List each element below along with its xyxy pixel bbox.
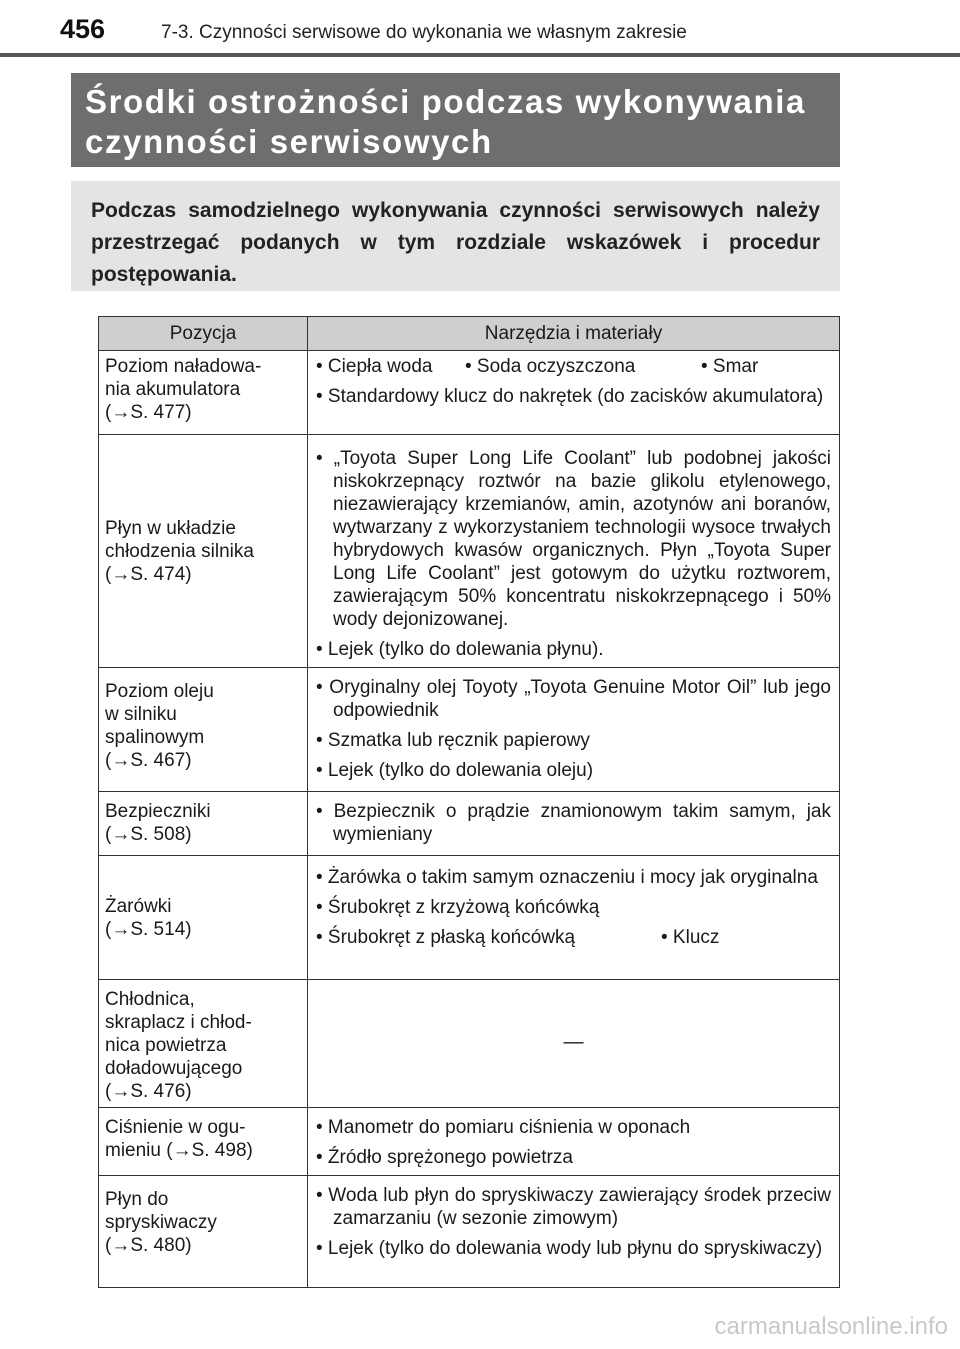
tool-item: • Żarówka o takim samym oznaczeniu i mocy jak oryginalna <box>316 867 818 888</box>
tool-item: • Lejek (tylko do dolewania wody lub płynu do spryskiwaczy) <box>316 1238 823 1259</box>
tools-cell <box>308 856 840 980</box>
table-row <box>99 792 840 856</box>
tools-table <box>98 316 840 1288</box>
tools-cell <box>308 435 840 668</box>
position-text: Płyn do spryskiwaczy (→S. 480) <box>105 1189 217 1256</box>
tools-cell <box>308 1108 840 1176</box>
watermark: carmanualsonline.info <box>714 1313 948 1340</box>
page-header <box>0 0 960 62</box>
tool-item: • Smar <box>701 356 759 377</box>
table-row <box>99 1108 840 1176</box>
title-line-2: czynności serwisowych <box>85 123 493 160</box>
tool-item: • Lejek (tylko do dolewania płynu). <box>316 639 604 660</box>
position-cell <box>99 1108 308 1176</box>
tool-item: • Szmatka lub ręcznik papierowy <box>316 730 590 751</box>
table-row <box>99 668 840 792</box>
table-row <box>99 351 840 435</box>
page-number: 456 <box>60 14 106 44</box>
table-row <box>99 980 840 1108</box>
position-cell <box>99 351 308 435</box>
tool-item: • Bezpiecznik o prądzie znamionowym takim samym, jak wymieniany <box>316 801 831 845</box>
tool-item: • Klucz <box>661 927 720 948</box>
tool-item: • Standardowy klucz do nakrętek (do zacisków akumulatora) <box>316 386 824 407</box>
position-cell <box>99 668 308 792</box>
tools-cell <box>308 1176 840 1288</box>
header-tools: Narzędzia i materiały <box>308 317 840 351</box>
position-cell <box>99 435 308 668</box>
position-cell <box>99 980 308 1108</box>
inline-tools <box>316 926 831 949</box>
intro-box <box>71 181 840 291</box>
position-text: Płyn w układzie chłodzenia silnika (→S. 474) <box>105 517 254 585</box>
empty-dash: — <box>563 1031 584 1053</box>
tools-cell <box>308 980 840 1108</box>
position-text: Chłodnica, skraplacz i chłod- nica powietrza doładowującego (→S. 476) <box>105 989 252 1102</box>
tools-cell <box>308 668 840 792</box>
tool-item: • Woda lub płyn do spryskiwaczy zawierający środek przeciw zamarzaniu (w sezonie zimowym) <box>316 1185 831 1229</box>
tool-item: • Śrubokręt z płaską końcówką <box>316 927 576 948</box>
intro-text: Podczas samodzielnego wykonywania czynności serwisowych należy przestrzegać podanych w tym rozdziale wskazówek i procedur postępowania. <box>91 199 820 286</box>
position-text: Ciśnienie w ogu- mieniu (→S. 498) <box>105 1117 253 1161</box>
tools-cell <box>308 351 840 435</box>
header-rule <box>0 53 960 57</box>
position-text: Poziom oleju w silniku spalinowym (→S. 467) <box>105 681 214 771</box>
position-text: Żarówki (→S. 514) <box>105 895 192 940</box>
title-box <box>71 73 840 167</box>
tool-item: • Soda oczyszczona <box>465 356 636 377</box>
position-cell <box>99 792 308 856</box>
header-position: Pozycja <box>99 317 308 351</box>
tool-item: • „Toyota Super Long Life Coolant” lub podobnej jakości niskokrzepnący roztwór na bazie glikolu etylenowego, niezawierający krzemianów, amin, azotynów ani boranów, wytwarzany z wykorzystaniem technologii wysoce trwałych hybrydowych kwasów organicznych. Płyn „Toyota Super Long Life Coolant” jest gotowym do użytku roztworem, zawierającym 50% koncentratu niskokrzepnącego i 50% wody dejonizowanej. <box>316 448 831 630</box>
tool-item: • Ciepła woda <box>316 356 433 377</box>
table-row <box>99 1176 840 1288</box>
position-text: Poziom naładowa- nia akumulatora (→S. 477) <box>105 356 262 423</box>
tool-item: • Oryginalny olej Toyoty „Toyota Genuine Motor Oil” lub jego odpowiednik <box>316 677 831 721</box>
tool-item: • Manometr do pomiaru ciśnienia w oponach <box>316 1117 691 1138</box>
inline-tools <box>316 355 831 378</box>
table-row <box>99 435 840 668</box>
position-cell <box>99 856 308 980</box>
title-line-1: Środki ostrożności podczas wykonywania <box>85 83 806 120</box>
table-row <box>99 856 840 980</box>
position-cell <box>99 1176 308 1288</box>
tool-item: • Źródło sprężonego powietrza <box>316 1147 573 1168</box>
table-header-row <box>99 317 840 351</box>
tools-cell <box>308 792 840 856</box>
position-text: Bezpieczniki (→S. 508) <box>105 801 211 845</box>
section-title: 7-3. Czynności serwisowe do wykonania we własnym zakresie <box>161 22 687 43</box>
tool-item: • Lejek (tylko do dolewania oleju) <box>316 760 594 781</box>
tool-item: • Śrubokręt z krzyżową końcówką <box>316 897 600 918</box>
